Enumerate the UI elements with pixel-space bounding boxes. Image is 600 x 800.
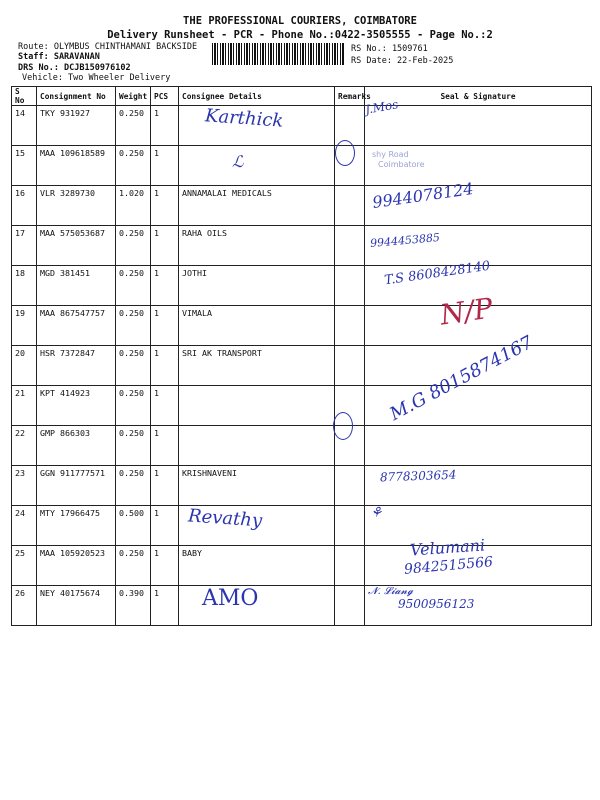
row-sno: 16: [12, 186, 37, 226]
row-weight: 0.250: [116, 266, 151, 306]
row-pcs: 1: [151, 466, 179, 506]
row-sno: 18: [12, 266, 37, 306]
handwritten-mark: ⚘: [370, 505, 383, 521]
row-remarks: [335, 466, 365, 506]
row-consignment: MAA 575053687: [37, 226, 116, 266]
row-consignment: KPT 414923: [37, 386, 116, 426]
row-weight: 0.250: [116, 346, 151, 386]
handwritten-mark: N/P: [437, 291, 495, 332]
handwritten-mark: [333, 412, 353, 440]
row-remarks: [335, 346, 365, 386]
table-row: [12, 466, 592, 506]
row-weight: 0.250: [116, 106, 151, 146]
row-pcs: 1: [151, 506, 179, 546]
rs-number: RS No.: 1509761: [351, 44, 428, 54]
row-pcs: 1: [151, 426, 179, 466]
table-row: [12, 586, 592, 626]
col-sno: S No: [12, 87, 37, 106]
row-consignment: TKY 931927: [37, 106, 116, 146]
handwritten-phone: M.G 8015874167: [386, 331, 537, 426]
col-weight: Weight: [116, 87, 151, 106]
row-sno: 14: [12, 106, 37, 146]
row-signature: [365, 106, 592, 146]
stamp-line1: shy Road: [372, 150, 409, 159]
row-consignee: SRI AK TRANSPORT: [179, 346, 335, 386]
row-weight: 0.250: [116, 426, 151, 466]
row-remarks: [335, 306, 365, 346]
table-row: [12, 146, 592, 186]
handwritten-phone: 9944453885: [369, 230, 441, 251]
handwritten-name: Velumani: [409, 535, 486, 560]
row-consignee: VIMALA: [179, 306, 335, 346]
row-sno: 21: [12, 386, 37, 426]
row-weight: 0.250: [116, 306, 151, 346]
handwritten-mark: ℒ: [232, 152, 244, 171]
row-remarks: [335, 506, 365, 546]
handwritten-phone: 9944078124: [371, 179, 475, 212]
row-consignee: [179, 386, 335, 426]
table-row: [12, 306, 592, 346]
row-remarks: [335, 266, 365, 306]
drs-number: DRS No.: DCJB150976102: [18, 63, 131, 73]
table-row: [12, 186, 592, 226]
row-weight: 0.250: [116, 146, 151, 186]
row-consignment: HSR 7372847: [37, 346, 116, 386]
table-header: [12, 87, 592, 106]
row-consignment: GMP 866303: [37, 426, 116, 466]
row-consignee: [179, 146, 335, 186]
staff-text: Staff: SARAVANAN: [18, 52, 100, 62]
row-weight: 0.250: [116, 546, 151, 586]
row-consignment: MAA 109618589: [37, 146, 116, 186]
handwritten-phone: 8778303654: [379, 467, 457, 485]
row-pcs: 1: [151, 186, 179, 226]
row-consignee: [179, 426, 335, 466]
table-row: [12, 266, 592, 306]
row-weight: 0.500: [116, 506, 151, 546]
rs-date: RS Date: 22-Feb-2025: [351, 56, 454, 66]
row-pcs: 1: [151, 346, 179, 386]
row-consignment: MAA 105920523: [37, 546, 116, 586]
handwritten-name: Karthick: [204, 105, 284, 132]
row-weight: 0.250: [116, 386, 151, 426]
table-row: [12, 386, 592, 426]
row-consignment: MGD 381451: [37, 266, 116, 306]
row-pcs: 1: [151, 546, 179, 586]
row-weight: 0.250: [116, 226, 151, 266]
row-pcs: 1: [151, 586, 179, 626]
row-consignee: KRISHNAVENI: [179, 466, 335, 506]
row-sno: 24: [12, 506, 37, 546]
handwritten-phone: 9842515566: [403, 554, 494, 578]
route-text: Route: OLYMBUS CHINTHAMANI BACKSIDE: [18, 42, 198, 52]
row-consignment: MAA 867547757: [37, 306, 116, 346]
table-row: [12, 226, 592, 266]
handwritten-name: Revathy: [187, 505, 263, 532]
row-consignment: NEY 40175674: [37, 586, 116, 626]
col-remarks: Remarks: [335, 87, 365, 106]
handwritten-phone: 9500956123: [398, 597, 475, 611]
row-sno: 19: [12, 306, 37, 346]
row-pcs: 1: [151, 386, 179, 426]
row-consignment: MTY 17966475: [37, 506, 116, 546]
vehicle-text: Vehicle: Two Wheeler Delivery: [22, 73, 171, 83]
handwritten-signature: 𝓝. 𝓛𝓲𝓪𝓷𝓰: [368, 586, 414, 597]
col-signature: Seal & Signature: [365, 87, 592, 106]
table-row: [12, 106, 592, 146]
row-consignee: JOTHI: [179, 266, 335, 306]
row-consignment: VLR 3289730: [37, 186, 116, 226]
handwritten-mark: [335, 140, 355, 166]
row-pcs: 1: [151, 266, 179, 306]
row-sno: 23: [12, 466, 37, 506]
row-remarks: [335, 546, 365, 586]
col-pcs: PCS: [151, 87, 179, 106]
handwritten-phone: T.S 8608428140: [383, 258, 492, 289]
row-remarks: [335, 226, 365, 266]
row-remarks: [335, 586, 365, 626]
col-consignee: Consignee Details: [179, 87, 335, 106]
company-title: THE PROFESSIONAL COURIERS, COIMBATORE: [183, 15, 417, 27]
stamp-line2: Coimbatore: [378, 160, 425, 169]
table-row: [12, 546, 592, 586]
row-sno: 20: [12, 346, 37, 386]
row-consignee: BABY: [179, 546, 335, 586]
table-row: [12, 506, 592, 546]
row-weight: 1.020: [116, 186, 151, 226]
row-consignee: RAHA OILS: [179, 226, 335, 266]
handwritten-signature: J.Mos: [364, 97, 400, 117]
row-sno: 26: [12, 586, 37, 626]
row-remarks: [335, 186, 365, 226]
row-sno: 15: [12, 146, 37, 186]
row-pcs: 1: [151, 226, 179, 266]
table-row: [12, 426, 592, 466]
row-pcs: 1: [151, 106, 179, 146]
row-sno: 17: [12, 226, 37, 266]
barcode: [212, 43, 344, 65]
row-sno: 22: [12, 426, 37, 466]
row-signature: [365, 426, 592, 466]
handwritten-name: AMO: [202, 586, 259, 611]
row-remarks: [335, 106, 365, 146]
col-consignment: Consignment No: [37, 87, 116, 106]
runsheet-subtitle: Delivery Runsheet - PCR - Phone No.:0422-3505555 - Page No.:2: [107, 29, 493, 41]
row-pcs: 1: [151, 146, 179, 186]
row-sno: 25: [12, 546, 37, 586]
row-weight: 0.390: [116, 586, 151, 626]
row-consignment: GGN 911777571: [37, 466, 116, 506]
row-pcs: 1: [151, 306, 179, 346]
row-weight: 0.250: [116, 466, 151, 506]
row-consignee: ANNAMALAI MEDICALS: [179, 186, 335, 226]
